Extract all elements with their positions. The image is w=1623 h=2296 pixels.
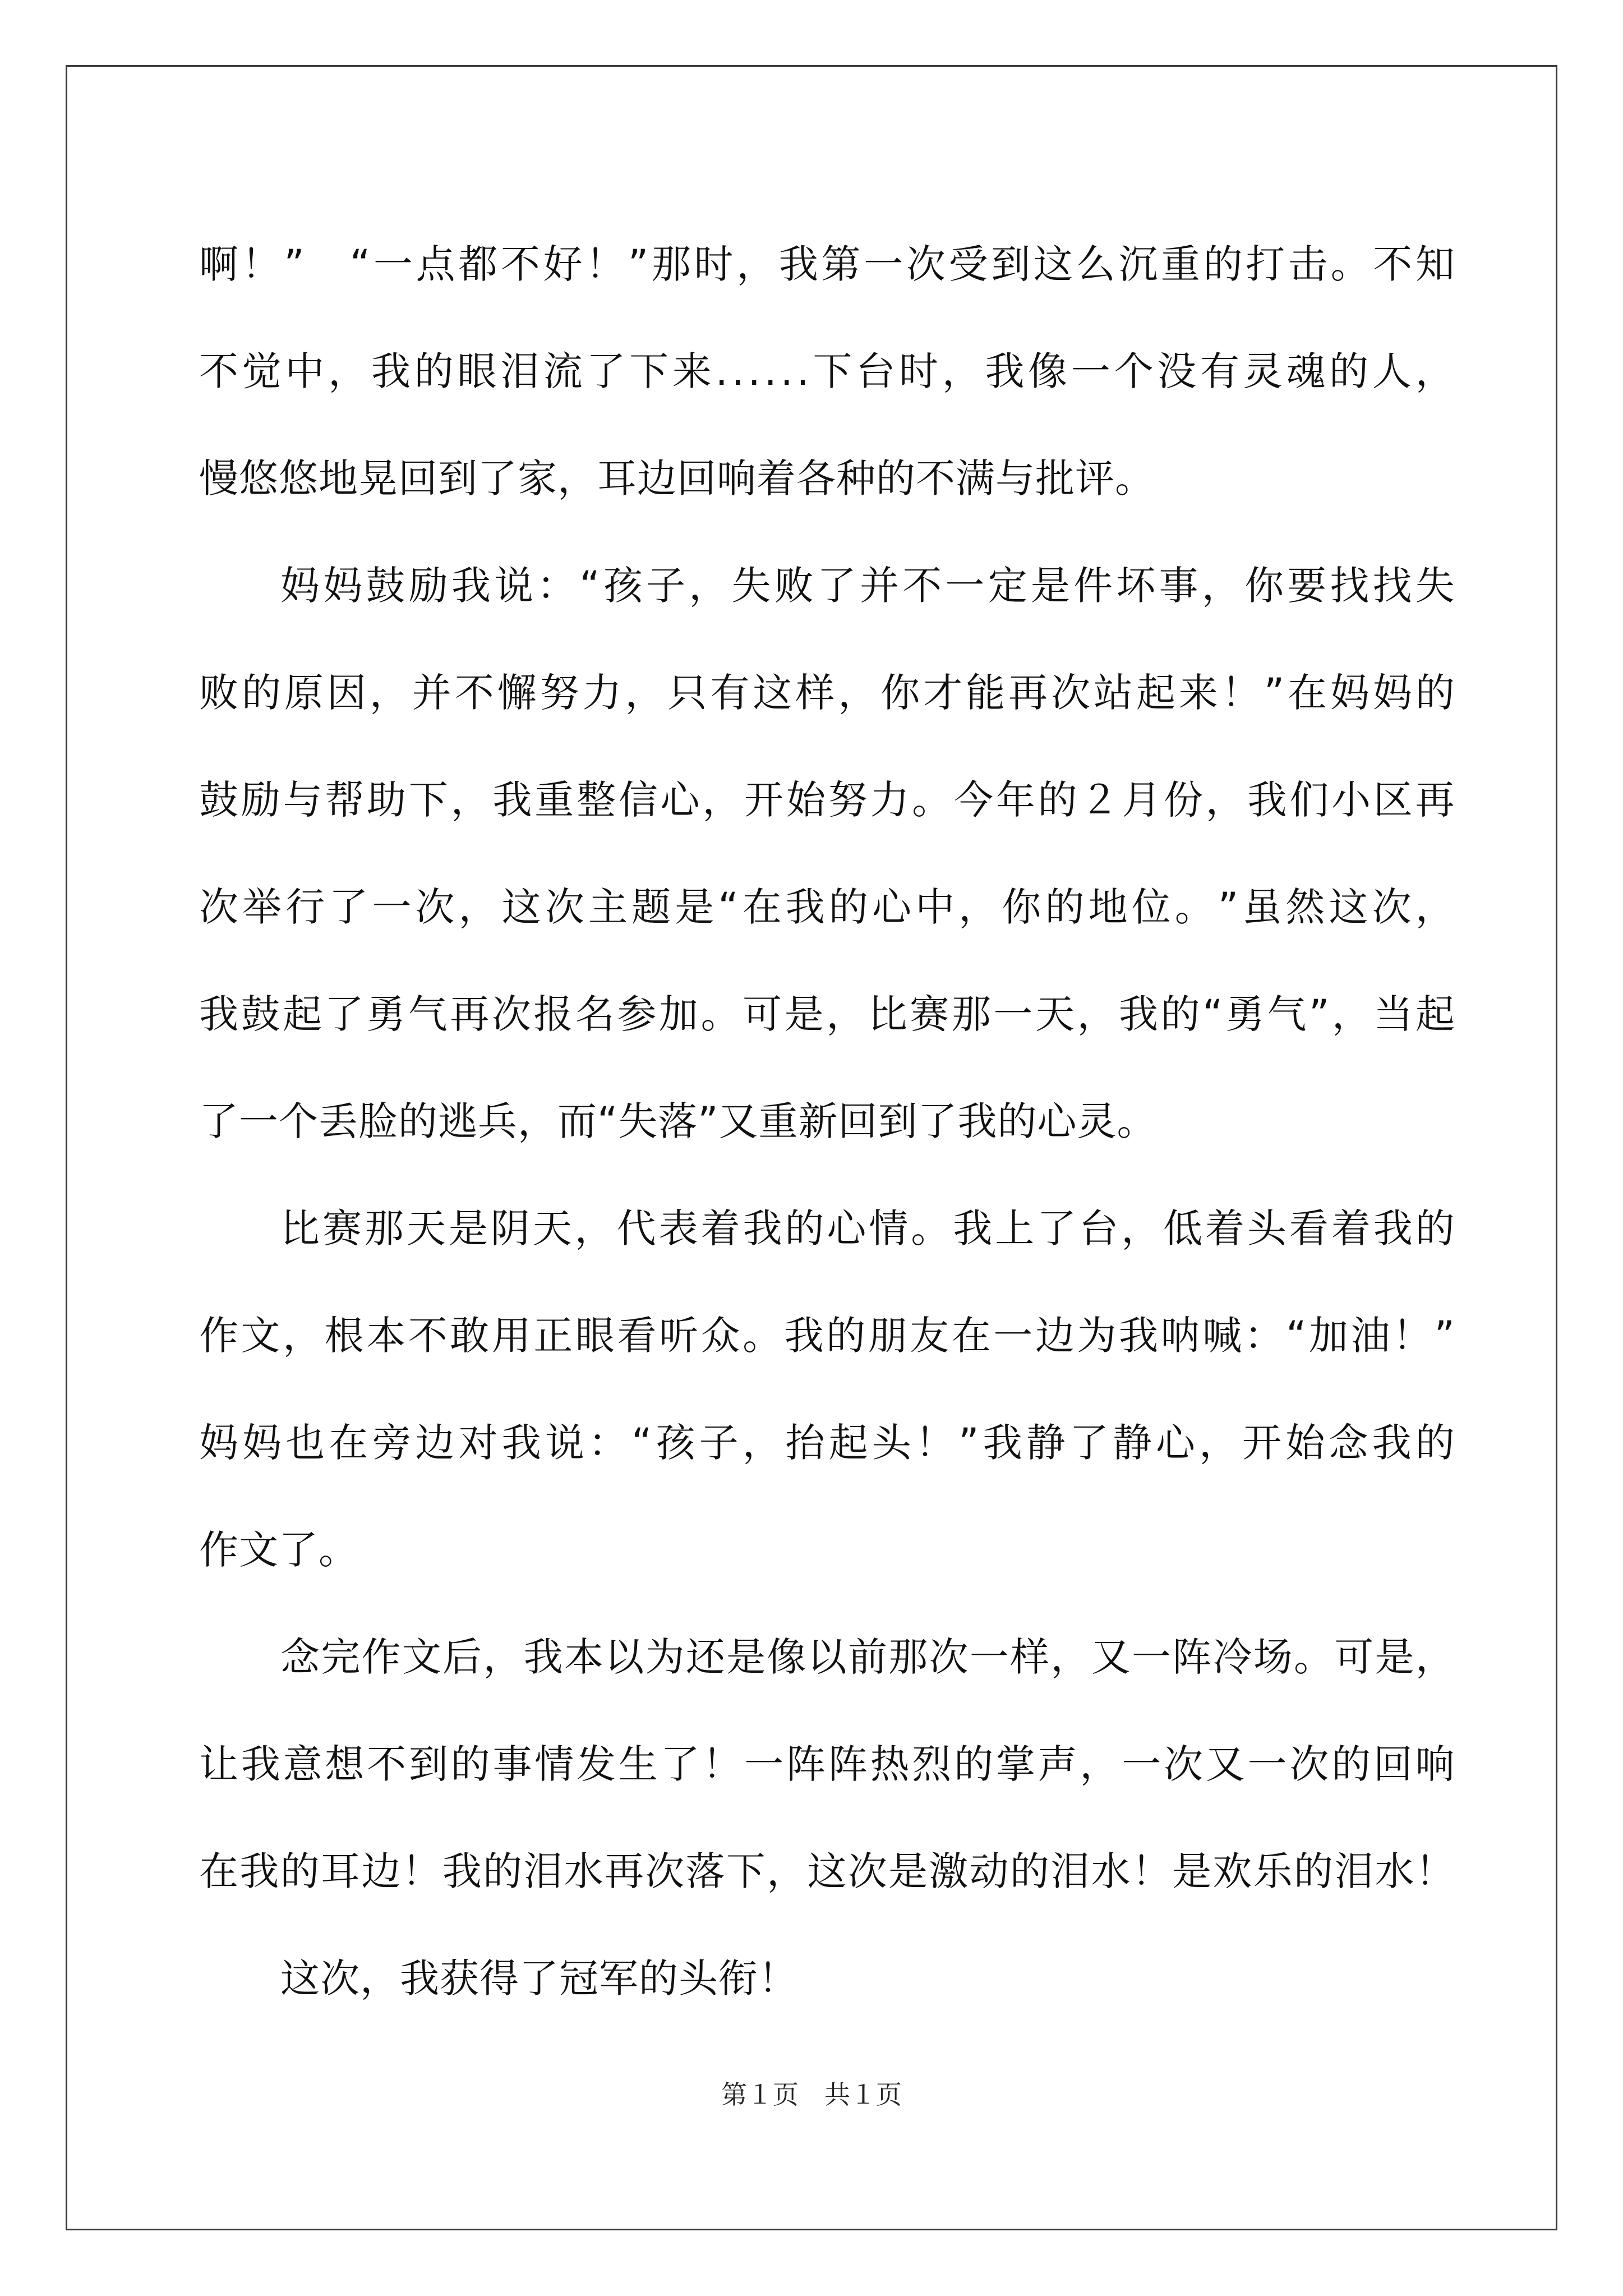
document-body [199,210,1455,2032]
text-line: 啊 ！ ” “ 一 点 都 不 好 ！ ” 那 时 ， 我 第 一 次 受 到 这 么 沉 重 的 打 击 。 不 知 [199,241,1455,287]
page-number: 第１页 [721,2079,799,2110]
paragraph-first-line: 比 赛 那 天 是 阴 天 ， 代 表 着 我 的 心 情 。 我 上 了 台 ， 低 着 头 看 着 我 的 [280,1205,1455,1251]
page-footer [0,2074,1623,2111]
page-total: 共１页 [824,2079,902,2110]
paragraph-first-line: 这次，我获得了冠军的头衔！ [280,1955,798,2001]
text-line: 让 我 意 想 不 到 的 事 情 发 生 了 ！ 一 阵 阵 热 烈 的 掌 声 ， 一 次 又 一 次 的 回 响 [199,1741,1455,1787]
text-line: 了一个丢脸的逃兵，而“失落”又重新回到了我的心灵。 [199,1098,1157,1144]
paragraph-first-line: 妈 妈 鼓 励 我 说 ： “ 孩 子 ， 失 败 了 并 不 一 定 是 件 坏 事 ， 你 要 找 找 失 [280,562,1455,609]
text-line: 败 的 原 因 ， 并 不 懈 努 力 ， 只 有 这 样 ， 你 才 能 再 次 站 起 来 ！ ” 在 妈 妈 的 [199,669,1455,716]
text-line: 次 举 行 了 一 次 ， 这 次 主 题 是 “ 在 我 的 心 中 ， 你 的 地 位 。 ” 虽 然 这 次 ， [199,884,1455,930]
text-line: 在 我 的 耳 边 ！ 我 的 泪 水 再 次 落 下 ， 这 次 是 激 动 的 泪 水 ！ 是 欢 乐 的 泪 水 ！ [199,1848,1455,1894]
text-line: 不 觉 中 ， 我 的 眼 泪 流 了 下 来 . . . . . . 下 台 时 ， 我 像 一 个 没 有 灵 魂 的 人 ， [199,348,1455,394]
paragraph-first-line: 念 完 作 文 后 ， 我 本 以 为 还 是 像 以 前 那 次 一 样 ， 又 一 阵 冷 场 。 可 是 ， [280,1634,1455,1680]
text-line: 我 鼓 起 了 勇 气 再 次 报 名 参 加 。 可 是 ， 比 赛 那 一 天 ， 我 的 “ 勇 气 ” ， 当 起 [199,991,1455,1037]
text-line: 妈 妈 也 在 旁 边 对 我 说 ： “ 孩 子 ， 抬 起 头 ！ ” 我 静 了 静 心 ， 开 始 念 我 的 [199,1419,1455,1466]
text-line: 作 文 ， 根 本 不 敢 用 正 眼 看 听 众 。 我 的 朋 友 在 一 边 为 我 呐 喊 ： “ 加 油 ！ ” [199,1312,1455,1359]
text-line: 鼓 励 与 帮 助 下 ， 我 重 整 信 心 ， 开 始 努 力 。 今 年 的 ２ 月 份 ， 我 们 小 区 再 [199,776,1455,823]
text-line: 慢悠悠地晃回到了家，耳边回响着各种的不满与批评。 [199,455,1155,501]
text-line: 作文了。 [199,1526,358,1573]
